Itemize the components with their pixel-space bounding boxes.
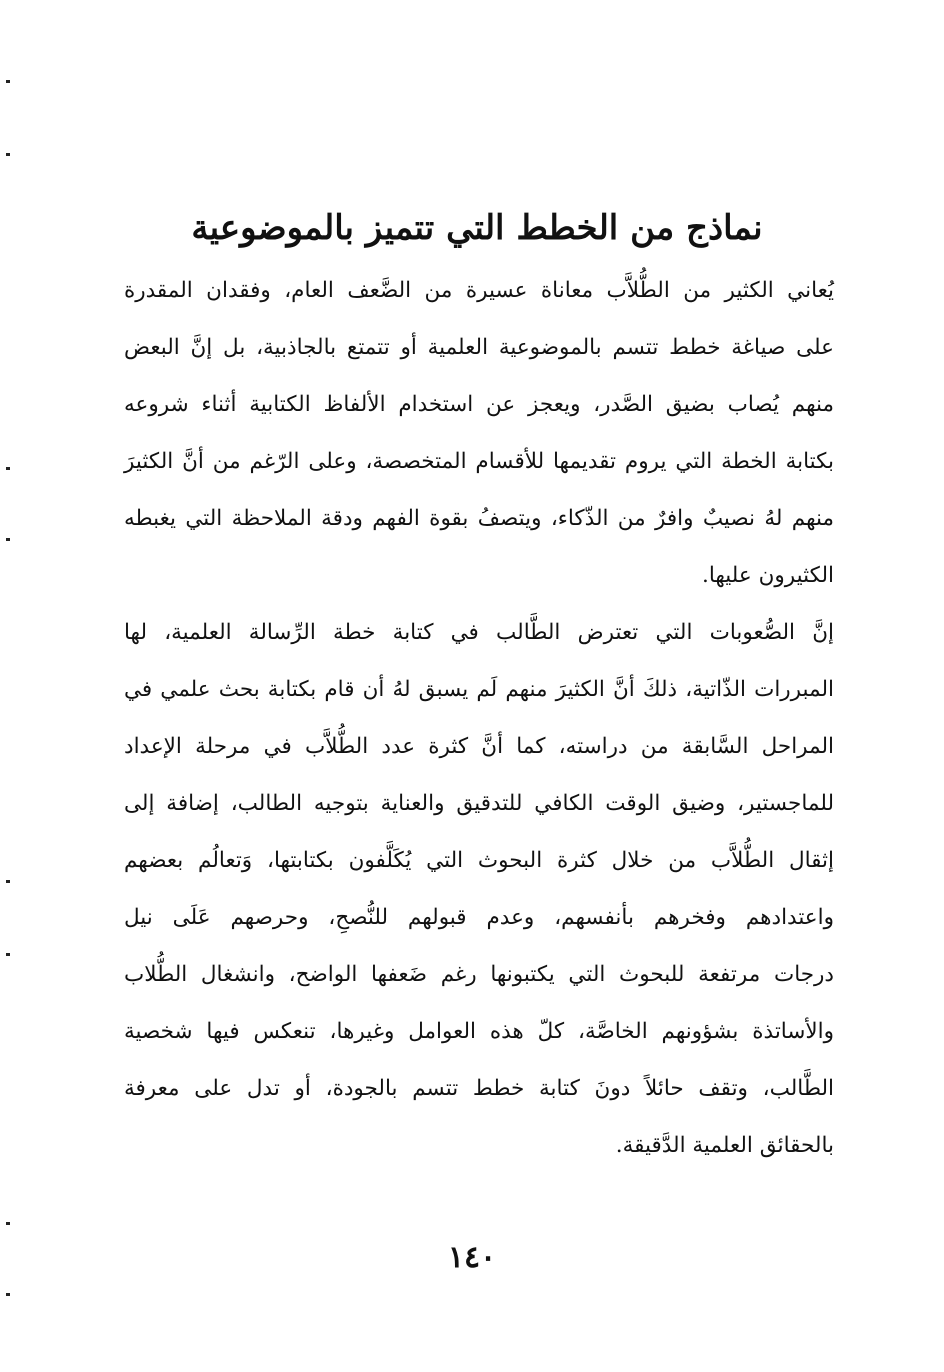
- section-heading: نماذج من الخطط التي تتميز بالموضوعية: [191, 208, 763, 248]
- text-line: بكتابة الخطة التي يروم تقديمها للأقسام المتخصصة، وعلى الرّغم من أنَّ الكثيرَ: [124, 449, 834, 474]
- text-line: للماجستير، وضيق الوقت الكافي للتدقيق والعناية بتوجيه الطالب، إضافة إلى: [124, 791, 834, 816]
- page-number: ١٤٠: [447, 1240, 497, 1275]
- paragraph-1: [124, 262, 834, 604]
- scan-mark: [6, 953, 10, 956]
- text-line: والأساتذة بشؤونهم الخاصَّة، كلّ هذه العوامل وغيرها، تنعكس فيها شخصية: [124, 1019, 834, 1044]
- text-line: واعتدادهم وفخرهم بأنفسهم، وعدم قبولهم للنُّصحِ، وحرصهم عَلَى نيل: [124, 905, 834, 930]
- text-line: المراحل السَّابقة من دراسته، كما أنَّ كثرة عدد الطُّلاَّب في مرحلة الإعداد: [124, 734, 834, 759]
- paragraph-2: [124, 604, 834, 1174]
- text-line: منهم يُصاب بضيق الصَّدر، ويعجز عن استخدام الألفاظ الكتابية أثناء شروعه: [124, 392, 834, 417]
- scan-mark: [6, 880, 10, 883]
- scan-mark: [6, 538, 10, 541]
- text-line: إثقال الطُّلاَّب من خلال كثرة البحوث التي يُكَلَّفون بكتابتها، وَتعالُم بعضهم: [124, 848, 834, 873]
- text-line: إنَّ الصُّعوبات التي تعترض الطَّالب في كتابة خطة الرِّسالة العلمية، لها: [124, 620, 834, 645]
- scan-mark: [6, 153, 10, 156]
- text-line: الطَّالب، وتقف حائلاً دونَ كتابة خطط تتسم بالجودة، أو تدل على معرفة: [124, 1076, 834, 1101]
- text-line: الكثيرون عليها.: [702, 563, 834, 588]
- scan-mark: [6, 467, 10, 470]
- scan-mark: [6, 80, 10, 83]
- body-text: [124, 262, 834, 1174]
- text-line: على صياغة خطط تتسم بالموضوعية العلمية أو تتمتع بالجاذبية، بل إنَّ البعض: [124, 335, 834, 360]
- text-line: بالحقائق العلمية الدَّقيقة.: [615, 1133, 834, 1158]
- text-line: درجات مرتفعة للبحوث التي يكتبونها رغم ضَعفها الواضح، وانشغال الطُّلاب: [124, 962, 834, 987]
- text-line: المبررات الذّاتية، ذلكَ أنَّ الكثيرَ منهم لَم يسبق لهُ أن قام بكتابة بحث علمي في: [124, 677, 834, 702]
- text-line: يُعاني الكثير من الطُّلاَّب معاناة عسيرة من الضَّعف العام، وفقدان المقدرة: [124, 278, 834, 303]
- text-line: منهم لهُ نصيبٌ وافرٌ من الذّكاء، ويتصفُ بقوة الفهم ودقة الملاحظة التي يغبطه: [124, 506, 834, 531]
- scan-mark: [6, 1222, 10, 1225]
- scan-mark: [6, 1293, 10, 1296]
